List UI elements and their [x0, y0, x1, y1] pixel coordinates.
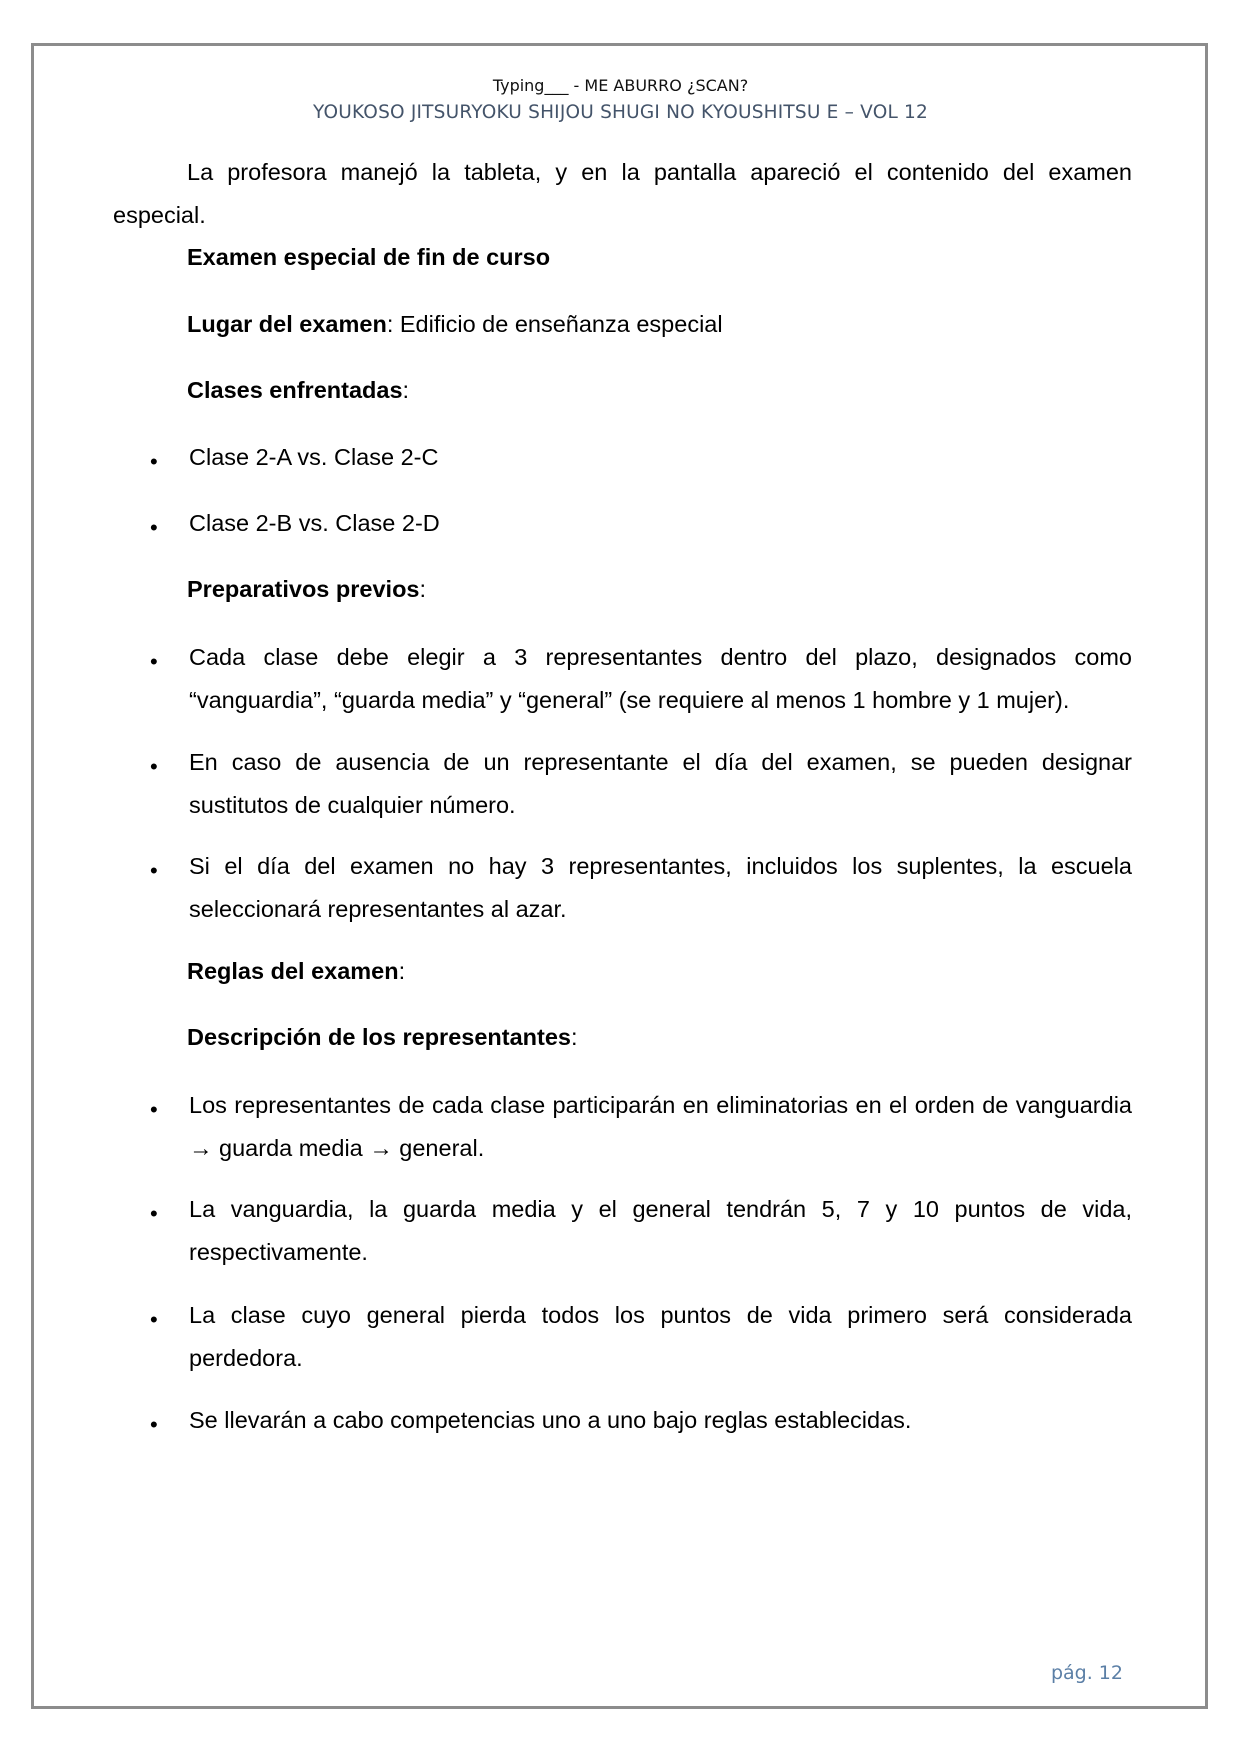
list-item: Cada clase debe elegir a 3 representantes dentro del plazo, designados como “vanguardia”, “guarda media” y “general” (se requiere al menos 1 hombre y 1 mujer).: [189, 644, 1132, 713]
exam-location: [187, 309, 723, 339]
list-item: Si el día del examen no hay 3 representantes, incluidos los suplentes, la escuela seleccionará representantes al azar.: [189, 853, 1132, 922]
header-typing-credit: Typing___ - ME ABURRO ¿SCAN?: [492, 76, 749, 95]
list-item: En caso de ausencia de un representante el día del examen, se pueden designar sustitutos de cualquier número.: [189, 749, 1132, 818]
list-item: Clase 2-A vs. Clase 2-C: [189, 444, 439, 470]
list-item: La vanguardia, la guarda media y el general tendrán 5, 7 y 10 puntos de vida, respectivamente.: [189, 1196, 1132, 1265]
location-label: Lugar del examen: [187, 311, 387, 337]
classes-heading: Clases enfrentadas:: [187, 377, 410, 403]
list-item: La clase cuyo general pierda todos los puntos de vida primero será considerada perdedora.: [189, 1302, 1132, 1371]
bullet-icon: •: [150, 649, 158, 674]
exam-title: Examen especial de fin de curso: [187, 244, 551, 270]
intro-paragraph: La profesora manejó la tableta, y en la pantalla apareció el contenido del examen especial.: [113, 159, 1132, 228]
header-book-title: YOUKOSO JITSURYOKU SHIJOU SHUGI NO KYOUSHITSU E – VOL 12: [313, 102, 928, 123]
bullet-icon: •: [150, 1307, 158, 1332]
bullet-icon: •: [150, 515, 158, 540]
list-item: Clase 2-B vs. Clase 2-D: [189, 510, 440, 536]
bullet-icon: •: [150, 1097, 158, 1122]
rules-heading: Reglas del examen:: [187, 958, 406, 984]
bullet-icon: •: [150, 754, 158, 779]
location-value: : Edificio de enseñanza especial: [386, 311, 723, 337]
bullet-icon: •: [150, 449, 158, 474]
list-item: Los representantes de cada clase participarán en eliminatorias en el orden de vanguardia → guarda media → general.: [189, 1092, 1132, 1161]
bullet-icon: •: [150, 1412, 158, 1437]
bullet-icon: •: [150, 858, 158, 883]
bullet-icon: •: [150, 1201, 158, 1226]
reps-heading: Descripción de los representantes:: [187, 1024, 578, 1050]
page-number: pág. 12: [1050, 1662, 1123, 1684]
prep-heading: Preparativos previos:: [187, 576, 427, 602]
list-item: Se llevarán a cabo competencias uno a uno bajo reglas establecidas.: [189, 1407, 912, 1433]
